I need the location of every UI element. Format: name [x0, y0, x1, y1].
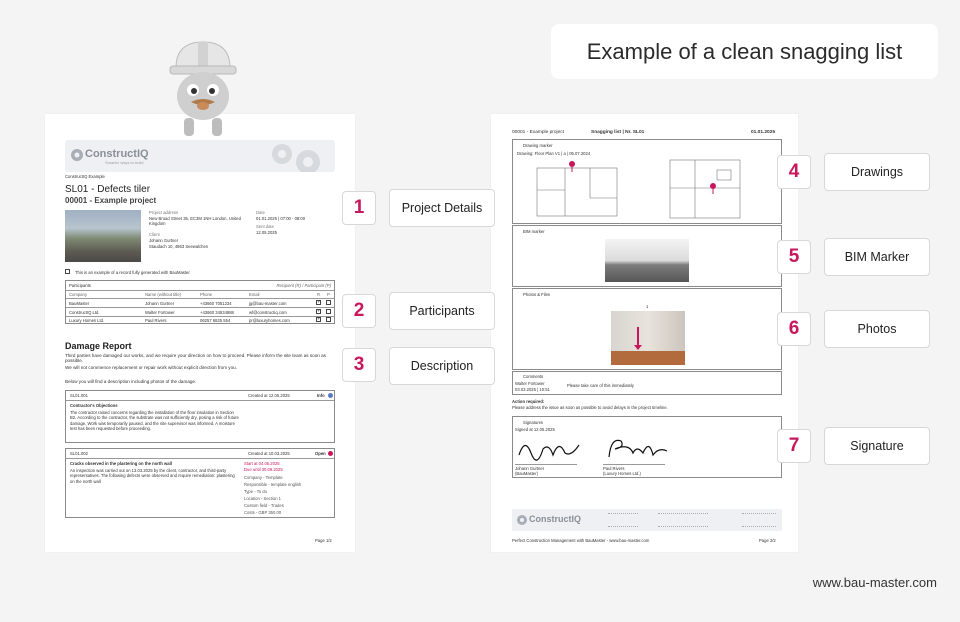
participant-phone: +43660 7051234	[200, 301, 232, 306]
participant-name: Walter Fortower	[145, 310, 175, 315]
col-r: R	[317, 292, 321, 297]
callout-project-details: Project Details	[389, 189, 495, 227]
participant-name: Paul Rivers	[145, 318, 167, 323]
generated-note: This is an example of a record fully generated with BauMaster.	[75, 270, 191, 275]
address-value: New Broad Street 35, EC3M 1NH London, United Kingdom	[149, 216, 241, 226]
page-title: Example of a clean snagging list	[551, 24, 938, 79]
participant-checkbox[interactable]	[326, 309, 331, 314]
item-created: Created at 12.05.2025	[248, 393, 290, 398]
item-start: Start at 04.06.2025	[244, 461, 280, 466]
col-company: Company	[69, 292, 87, 297]
info-status-icon	[328, 393, 333, 398]
item-due: Due until 30.09.2025	[244, 467, 283, 472]
footer-address-block	[742, 513, 776, 527]
callout-number-7: 7	[777, 429, 811, 463]
page-number-1: Page 1/2	[315, 538, 332, 543]
signer-1-company: (BauMaster)	[515, 471, 539, 476]
item-id: SL01.001	[70, 393, 88, 398]
footer-logo: ConstructIQ	[529, 514, 582, 524]
col-email: Email	[249, 292, 260, 297]
participant-email: wf@constructiq.com	[249, 310, 287, 315]
header-date: 01.01.2025	[751, 130, 776, 135]
callout-bim-marker: BIM Marker	[824, 238, 930, 276]
report-text-1: Third parties have damaged our works, and we require your direction on how to proceed. Please inform the site team as soon as possible.	[65, 353, 326, 363]
header-list: Snagging list | Nr. SL01	[591, 130, 645, 135]
item-meta: Type - To do	[244, 489, 267, 494]
date-value: 01.01.2025 | 07:00 - 08:00	[256, 216, 306, 221]
footer-tagline: Perfect Construction Management with BauMaster - www.bau-master.com	[512, 538, 650, 543]
logo-tagline: Smarter ways to build	[105, 160, 144, 165]
comments-section	[512, 371, 782, 395]
document-page-1	[45, 114, 355, 552]
doc-title: SL01 - Defects tiler	[65, 184, 151, 195]
logo-banner	[65, 140, 335, 172]
open-status-icon	[328, 451, 333, 456]
callout-photos: Photos	[824, 310, 930, 348]
comments-label: Comments	[523, 374, 544, 379]
recipient-checkbox[interactable]	[316, 309, 321, 314]
participants-legend: Recipient (R) / Participant (P)	[276, 283, 331, 288]
report-text-2: We will not commence replacement or repair work without explicit direction from you.	[65, 365, 237, 370]
signatures-label: Signatures	[523, 420, 544, 425]
company-line: ConstructIQ Example	[65, 174, 105, 179]
building-photo	[65, 210, 141, 262]
address-label: Project address	[149, 210, 179, 215]
photos-section	[512, 288, 782, 370]
item-status: Info	[317, 393, 325, 398]
signature-2	[603, 433, 673, 463]
participant-phone: 06257 6825 554	[200, 318, 231, 323]
participants-table	[65, 280, 335, 324]
callout-drawings: Drawings	[824, 153, 930, 191]
report-text-3: Below you will find a description including photos of the damage.	[65, 379, 197, 384]
callout-number-5: 5	[777, 240, 811, 274]
footer-banner	[512, 509, 782, 531]
snag-item-1[interactable]	[65, 390, 335, 443]
project-name: 00001 - Example project	[65, 196, 157, 205]
item-meta: Custom field - Trades	[244, 503, 284, 508]
item-text: The contractor raised concerns regarding the installation of the floor insulation in Section B2. According to the contractor, the substrate was not sufficiently dry, posing a risk of future damage. Work was temporarily paused, and the site supervisor was informed. A moisture test has been requested before proceeding.	[70, 410, 239, 432]
col-name: Name (without title)	[145, 292, 182, 297]
item-meta: Costs - GBP 350.00	[244, 510, 282, 515]
report-title: Damage Report	[65, 341, 132, 351]
snag-item-2[interactable]	[65, 448, 335, 518]
item-status: Open	[315, 451, 326, 456]
participant-email: pr@luxuryhomes.com	[249, 318, 290, 323]
defect-photo[interactable]	[611, 311, 685, 365]
sent-label: Sent date	[256, 224, 274, 229]
comment-date: 03.03.2025 | 10:51	[515, 387, 550, 392]
gears-icon	[260, 140, 335, 172]
footer-url: www.bau-master.com	[812, 575, 937, 590]
signature-1	[515, 435, 585, 463]
date-label: Date	[256, 210, 265, 215]
bim-model-image	[605, 239, 689, 282]
item-heading: Contractor's Objections	[70, 403, 118, 408]
signer-1-name: Johann Gurtner	[515, 466, 545, 471]
signer-2-name: Paul Rivers	[603, 466, 625, 471]
col-p: P	[327, 292, 330, 297]
participant-company: ConstructIQ Ltd.	[69, 310, 100, 315]
participants-title: Participants	[69, 283, 91, 288]
callout-description: Description	[389, 347, 495, 385]
client-label: Client	[149, 232, 160, 237]
sent-value: 12.05.2025	[256, 230, 277, 235]
drawing-line: Drawing: Floor Plan V1 | a | 05.07.2024	[517, 151, 591, 156]
photos-label: Photos & Files	[523, 292, 550, 297]
footer-contact-block	[608, 513, 638, 527]
bim-marker-label: BIM marker	[523, 229, 545, 234]
document-page-2	[491, 114, 798, 552]
item-id: SL01.002	[70, 451, 88, 456]
callout-number-4: 4	[777, 155, 811, 189]
callout-number-1: 1	[342, 191, 376, 225]
action-title: Action required:	[512, 399, 545, 404]
header-project: 00001 - Example project	[512, 130, 564, 135]
participant-company: Luxury Homes Ltd.	[69, 318, 105, 323]
callout-number-2: 2	[342, 294, 376, 328]
client-value: Johann Gurtner	[149, 238, 179, 243]
signed-at: Signed at 12.05.2025	[515, 427, 555, 432]
comment-author: Walter Fortower	[515, 381, 545, 386]
generated-checkbox[interactable]	[65, 269, 70, 274]
participant-email: jg@bau-master.com	[249, 301, 287, 306]
action-text: Please address the issue as soon as possible to avoid delays in the project timeline.	[512, 405, 668, 410]
signer-2-company: (Luxury Homes Ltd.)	[603, 471, 641, 476]
item-meta: Company - Template	[244, 475, 283, 480]
logo-icon	[516, 514, 528, 526]
floor-plan-drawing	[535, 158, 775, 220]
logo-text: ConstructIQ	[85, 148, 149, 160]
item-meta: Location - Section 1	[244, 496, 282, 501]
participant-name: Johann Gurtner	[145, 301, 175, 306]
mascot-icon	[162, 38, 244, 138]
col-phone: Phone	[200, 292, 213, 297]
signatures-section	[512, 416, 782, 478]
recipient-checkbox[interactable]	[316, 317, 321, 322]
page-number-2: Page 2/2	[759, 538, 776, 543]
participant-checkbox[interactable]	[326, 300, 331, 305]
callout-number-6: 6	[777, 312, 811, 346]
participant-company: BauMaster	[69, 301, 90, 306]
recipient-checkbox[interactable]	[316, 300, 321, 305]
callout-number-3: 3	[342, 348, 376, 382]
drawing-marker-section	[512, 139, 782, 224]
logo-icon	[70, 148, 84, 162]
callout-signature: Signature	[824, 427, 930, 465]
bim-marker-section	[512, 225, 782, 287]
photo-number: 1	[646, 304, 649, 309]
item-heading: Cracks observed in the plastering on the north wall	[70, 461, 172, 466]
comment-text: Please take care of this immediately	[567, 383, 635, 388]
drawing-marker-label: Drawing marker	[523, 143, 553, 148]
item-meta: Responsible - template english	[244, 482, 302, 487]
footer-bank-block	[658, 513, 708, 527]
item-created: Created at 10.03.2025	[248, 451, 290, 456]
client-address: Staudach 10, 4863 Seewalchen	[149, 244, 209, 249]
callout-participants: Participants	[389, 292, 495, 330]
participant-checkbox[interactable]	[326, 317, 331, 322]
participant-phone: +43660 34534988	[200, 310, 234, 315]
item-text: An inspection was carried out on 13.03.2025 by the client, contractor, and third-party representatives. The following defects were observed and require remediation: plastering on the north wall	[70, 468, 235, 484]
